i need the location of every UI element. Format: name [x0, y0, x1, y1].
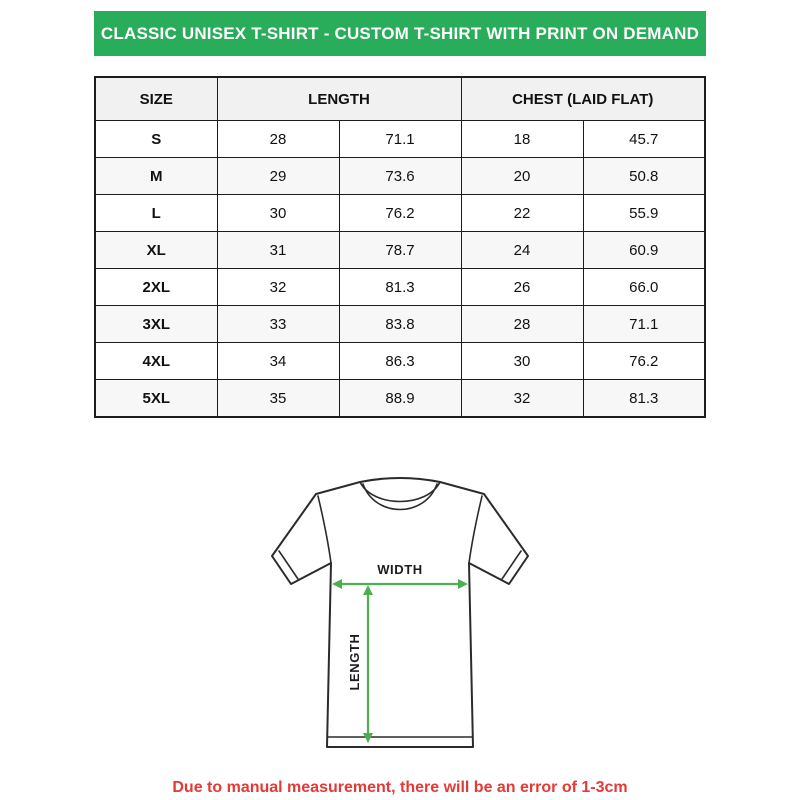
- chest-in-cell: 32: [461, 380, 583, 418]
- size-row-l: [95, 195, 705, 232]
- measurement-error-note: Due to manual measurement, there will be an error of 1-3cm: [172, 779, 628, 796]
- chest-in-cell: 22: [461, 195, 583, 232]
- size-row-m: [95, 158, 705, 195]
- length-in-cell: 32: [217, 269, 339, 306]
- chest-cm-cell: 66.0: [583, 269, 705, 306]
- length-in-cell: 31: [217, 232, 339, 269]
- size-row-xl: [95, 232, 705, 269]
- measurement-diagram: [250, 462, 550, 767]
- header-chest: CHEST (LAID FLAT): [461, 77, 705, 121]
- header-length: LENGTH: [217, 77, 461, 121]
- length-cm-cell: 73.6: [339, 158, 461, 195]
- size-table-wrap: [94, 76, 706, 418]
- size-cell: XL: [95, 232, 217, 269]
- chest-cm-cell: 55.9: [583, 195, 705, 232]
- length-label: LENGTH: [347, 633, 362, 691]
- size-chart-table: [94, 76, 706, 418]
- tshirt-diagram-svg: [250, 462, 550, 762]
- header-size: SIZE: [95, 77, 217, 121]
- chest-in-cell: 26: [461, 269, 583, 306]
- chest-cm-cell: 45.7: [583, 121, 705, 158]
- length-cm-cell: 83.8: [339, 306, 461, 343]
- title-banner: [94, 11, 706, 56]
- width-label: WIDTH: [377, 562, 423, 577]
- tshirt-outline-icon: [272, 478, 528, 747]
- size-row-2xl: [95, 269, 705, 306]
- size-cell: 3XL: [95, 306, 217, 343]
- length-in-cell: 35: [217, 380, 339, 418]
- size-cell: M: [95, 158, 217, 195]
- length-cm-cell: 88.9: [339, 380, 461, 418]
- length-cm-cell: 71.1: [339, 121, 461, 158]
- length-cm-cell: 76.2: [339, 195, 461, 232]
- size-row-4xl: [95, 343, 705, 380]
- length-cm-cell: 86.3: [339, 343, 461, 380]
- chest-cm-cell: 71.1: [583, 306, 705, 343]
- length-in-cell: 29: [217, 158, 339, 195]
- length-cm-cell: 81.3: [339, 269, 461, 306]
- size-row-5xl: [95, 380, 705, 418]
- size-cell: 2XL: [95, 269, 217, 306]
- header-row: [95, 77, 705, 121]
- size-cell: 4XL: [95, 343, 217, 380]
- size-row-3xl: [95, 306, 705, 343]
- length-cm-cell: 78.7: [339, 232, 461, 269]
- chest-cm-cell: 81.3: [583, 380, 705, 418]
- length-in-cell: 28: [217, 121, 339, 158]
- length-in-cell: 34: [217, 343, 339, 380]
- size-row-s: [95, 121, 705, 158]
- chest-in-cell: 30: [461, 343, 583, 380]
- chest-in-cell: 20: [461, 158, 583, 195]
- chest-cm-cell: 50.8: [583, 158, 705, 195]
- chest-in-cell: 24: [461, 232, 583, 269]
- chest-in-cell: 28: [461, 306, 583, 343]
- size-cell: 5XL: [95, 380, 217, 418]
- size-cell: S: [95, 121, 217, 158]
- chest-cm-cell: 76.2: [583, 343, 705, 380]
- chest-in-cell: 18: [461, 121, 583, 158]
- length-in-cell: 33: [217, 306, 339, 343]
- chest-cm-cell: 60.9: [583, 232, 705, 269]
- length-in-cell: 30: [217, 195, 339, 232]
- page-title: CLASSIC UNISEX T-SHIRT - CUSTOM T-SHIRT WITH PRINT ON DEMAND: [100, 23, 700, 43]
- size-cell: L: [95, 195, 217, 232]
